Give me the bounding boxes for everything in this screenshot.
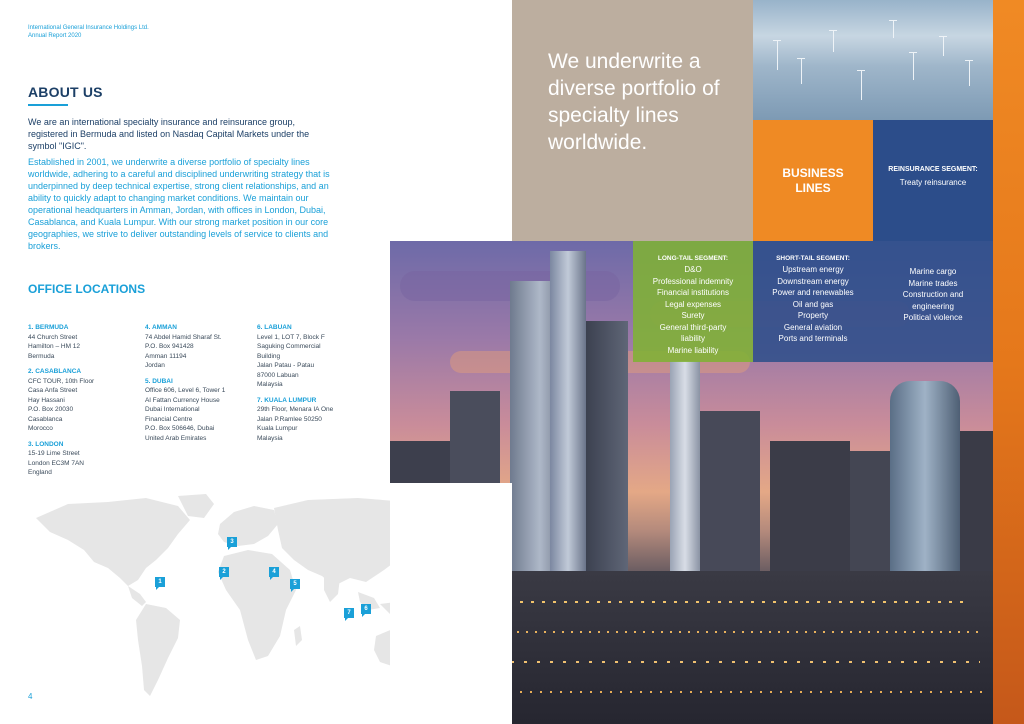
segment-item: Marine trades — [908, 278, 958, 288]
title-underline — [28, 104, 68, 106]
office-london — [28, 440, 140, 478]
address-line: Jordan — [145, 362, 165, 369]
long-tail-segment — [633, 255, 753, 356]
address-line: Morocco — [28, 425, 53, 432]
segment-item: Marine cargo — [909, 267, 957, 276]
segment-item: Oil and gas — [792, 299, 834, 309]
address-line: Office 606, Level 6, Tower 1 — [145, 387, 226, 394]
reinsurance-item: Treaty reinsurance — [899, 178, 967, 187]
address-line: United Arab Emirates — [145, 434, 207, 442]
segment-item: D&O — [684, 265, 702, 274]
office-kuala-lumpur — [257, 396, 369, 444]
address-line: Level 1, LOT 7, Block F — [257, 333, 325, 341]
long-tail-title: LONG-TAIL SEGMENT: — [657, 255, 729, 262]
office-labuan — [257, 323, 369, 390]
address-line: Saguking Commercial — [257, 343, 321, 350]
office-name: 1. BERMUDA — [28, 324, 69, 331]
segment-item: Construction and engineering — [902, 290, 964, 311]
map-pin-london[interactable]: 3 — [227, 537, 237, 547]
office-column-1 — [28, 323, 140, 484]
address-line: Casa Anfa Street — [28, 387, 78, 394]
segment-item: Surety — [681, 311, 705, 320]
office-amman — [145, 323, 257, 371]
about-intro-paragraph: We are an international specialty insurance and reinsurance group, registered in Bermuda and listed on Nasdaq Capital Markets under the symbol "IGIC". — [28, 117, 310, 151]
short-tail-title: SHORT-TAIL SEGMENT: — [776, 255, 850, 262]
business-lines-title-line2: LINES — [795, 181, 831, 195]
map-pin-labuan[interactable]: 6 — [361, 604, 371, 614]
office-locations-title: OFFICE LOCATIONS — [28, 282, 146, 296]
office-casablanca — [28, 367, 140, 434]
report-header — [28, 24, 149, 40]
segment-item: Ports and terminals — [778, 334, 848, 343]
address-line: Dubai International — [145, 406, 200, 413]
orange-edge-strip — [993, 0, 1024, 724]
segment-item: Financial institutions — [656, 288, 730, 297]
address-line: Malaysia — [257, 381, 283, 388]
business-lines-title-line1: BUSINESS — [782, 166, 844, 180]
address-line: 44 Church Street — [28, 333, 78, 341]
address-line: Jalan Patau - Patau — [257, 362, 315, 369]
business-lines-title — [753, 166, 873, 196]
tagline: We underwrite a diverse portfolio of specialty lines worldwide. — [548, 50, 720, 154]
office-bermuda — [28, 323, 140, 361]
office-column-3 — [257, 323, 369, 449]
address-line: Hay Hassani — [28, 396, 65, 404]
address-line: Al Fattan Currency House — [145, 396, 220, 404]
segment-item: Upstream energy — [782, 265, 844, 274]
address-line: Bermuda — [28, 352, 55, 360]
address-line: Casablanca — [28, 415, 63, 423]
address-line: Malaysia — [257, 434, 283, 442]
segment-item: Property — [797, 311, 829, 320]
short-tail-segment-col2 — [873, 266, 993, 324]
office-dubai — [145, 377, 257, 444]
office-name: 7. KUALA LUMPUR — [257, 396, 317, 404]
address-line: 74 Abdel Hamid Sharaf St. — [145, 333, 222, 341]
office-column-2 — [145, 323, 257, 449]
segment-item: Downstream energy — [777, 276, 849, 286]
segment-item: General third-party liability — [659, 322, 727, 343]
address-line: 29th Floor, Menara IA One — [257, 406, 334, 413]
map-pin-amman[interactable]: 4 — [269, 567, 279, 577]
page-number: 4 — [28, 692, 33, 701]
office-name: 6. LABUAN — [257, 324, 292, 331]
company-name: International General Insurance Holdings Ltd. — [28, 25, 149, 31]
address-line: Building — [257, 352, 281, 360]
about-us-title: ABOUT US — [28, 84, 103, 100]
page-cutout — [390, 483, 512, 724]
reinsurance-title: REINSURANCE SEGMENT: — [888, 166, 978, 173]
map-pin-casablanca[interactable]: 2 — [219, 567, 229, 577]
address-line: Jalan P.Ramlee 50250 — [257, 415, 322, 423]
office-name: 4. AMMAN — [145, 324, 177, 331]
address-line: Amman 11194 — [145, 352, 187, 360]
about-detail-paragraph: Established in 2001, we underwrite a diverse portfolio of specialty lines worldwide, adhering to a careful and disciplined underwriting strategy that is underpinned by deep technical expertise, strong client relationships, and an ability to quickly adapt to changing market conditions. We maintain our operational headquarters in Amman, Jordan, with offices in London, Dubai, Casablanca, and Kuala Lumpur. With our strong market position in our core geographies, we strive to deliver outstanding levels of service to clients and brokers. — [28, 157, 330, 251]
office-name: 5. DUBAI — [145, 377, 173, 385]
segment-item: Political violence — [903, 313, 963, 322]
segment-item: Power and renewables — [772, 288, 854, 297]
address-line: P.O. Box 941428 — [145, 343, 194, 350]
short-tail-segment — [753, 255, 873, 345]
address-line: P.O. Box 506646, Dubai — [145, 425, 215, 432]
map-pin-dubai[interactable]: 5 — [290, 579, 300, 589]
segment-item: Legal expenses — [664, 299, 722, 309]
office-name: 3. LONDON — [28, 440, 64, 448]
map-pin-kuala-lumpur[interactable]: 7 — [344, 608, 354, 618]
address-line: England — [28, 469, 52, 476]
address-line: Financial Centre — [145, 415, 193, 423]
address-line: 87000 Labuan — [257, 371, 299, 379]
report-name: Annual Report 2020 — [28, 33, 82, 39]
map-pin-bermuda[interactable]: 1 — [155, 577, 165, 587]
address-line: CFC TOUR, 10th Floor — [28, 377, 95, 385]
wind-farm-photo — [753, 0, 993, 120]
segment-item: General aviation — [783, 322, 843, 332]
address-line: Hamilton – HM 12 — [28, 343, 81, 350]
segment-item: Marine liability — [667, 345, 719, 355]
address-line: 15-19 Lime Street — [28, 450, 80, 457]
address-line: London EC3M 7AN — [28, 459, 85, 467]
segment-item: Professional indemnity — [652, 276, 734, 286]
address-line: Kuala Lumpur — [257, 425, 298, 432]
address-line: P.O. Box 20030 — [28, 406, 74, 413]
office-name: 2. CASABLANCA — [28, 368, 82, 375]
